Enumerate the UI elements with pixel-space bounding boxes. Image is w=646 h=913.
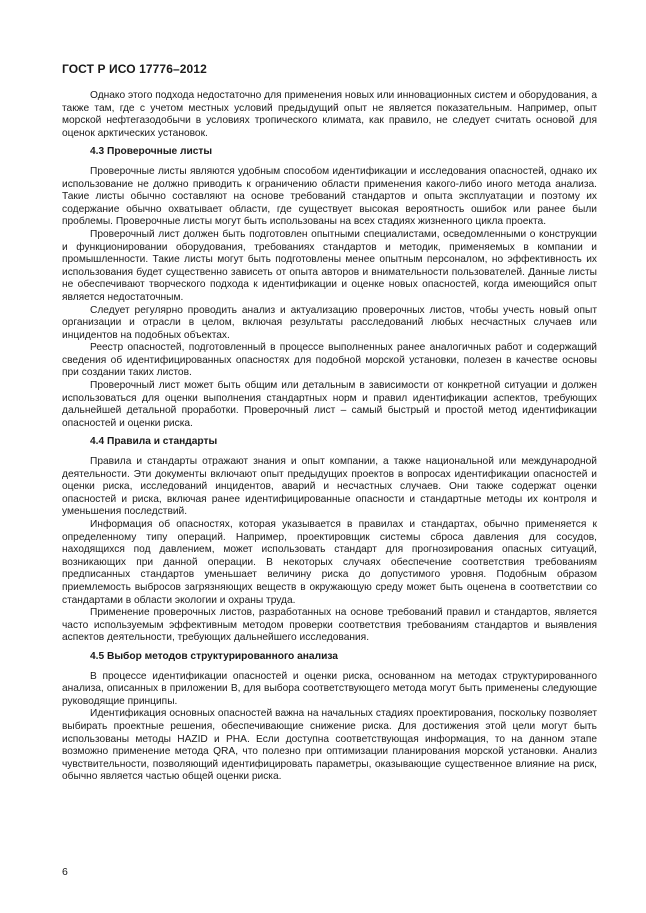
section-heading-4-4: 4.4 Правила и стандарты	[90, 436, 218, 448]
paragraph: Правила и стандарты отражают знания и опыт компании, а также национальной или международной деятельности. Эти документы включают опыт предыдущих проектов в вопросах идентификации опасностей и оценки риска, исследований инцидентов, аварий и несчастных случаев. Они также содержат оценки опасностей и риска, включая ранее идентифицированные опасности и стандартные методы их контроля и уменьшения последствий.	[62, 456, 597, 518]
paragraph: Применение проверочных листов, разработанных на основе требований правил и стандартов, является часто используемым эффективным методом проверки соответствия требованиям стандартов и выявления аспектов деятельности, требующих дальнейшего исследования.	[62, 607, 597, 644]
page-number: 6	[62, 866, 68, 878]
paragraph: Реестр опасностей, подготовленный в процессе выполненных ранее аналогичных работ и содержащий сведения об идентифицированных опасностях для подобной морской установки, полезен в качестве основы при создании таких листов.	[62, 342, 597, 379]
paragraph: Проверочный лист может быть общим или детальным в зависимости от конкретной ситуации и должен использоваться для оценки выполнения стандартных норм и правил идентификации аспектов, требующих дальнейшей детальной проработки. Проверочный лист – самый быстрый и простой метод идентификации опасностей и оценки риска.	[62, 380, 597, 429]
document-header: ГОСТ Р ИСО 17776–2012	[62, 62, 207, 76]
paragraph: Однако этого подхода недостаточно для применения новых или инновационных систем и оборудования, а также там, где с учетом местных условий предыдущий опыт не является показательным. Например, опыт морской нефтегазодобычи в условиях тропического климата, как правило, не следует считать основой для оценок арктических установок.	[62, 90, 597, 139]
paragraph: Идентификация основных опасностей важна на начальных стадиях проектирования, поскольку позволяет выбирать проектные решения, обеспечивающие снижение риска. Для достижения этой цели могут быть использованы методы HAZID и PHA. Если доступна соответствующая информация, то на данном этапе возможно применение метода QRA, что полезно при оптимизации планирования морской установки. Анализ чувствительности, позволяющий идентифицировать параметры, оказывающие существенное влияние на риск, обычно является частью общей оценки риска.	[62, 708, 597, 783]
section-heading-4-3: 4.3 Проверочные листы	[90, 146, 213, 158]
paragraph: Проверочный лист должен быть подготовлен опытными специалистами, осведомленными о конструкции и функционировании оборудования, требованиях стандартов и методик, применяемых в компании и промышленности. Такие листы могут быть подготовлены менее опытным персоналом, но эффективность их использования будет существенно зависеть от опыта авторов и внимательности пользователей. Данные листы не обеспечивают творческого подхода к идентификации и оценке новых опасностей, когда имеющийся опыт является недостаточным.	[62, 228, 597, 303]
document-body	[62, 90, 597, 784]
paragraph: Информация об опасностях, которая указывается в правилах и стандартах, обычно применяется к определенному типу операций. Например, проектировщик системы сброса давления для сосудов, находящихся под давлением, может использовать стандарт для прогнозирования опасных ситуаций, возникающих при данной операции. В некоторых случаях обеспечение соответствия требованиям предписанных стандартов уменьшает величину риска до допустимого уровня. Подобным образом приемлемость выбросов загрязняющих веществ в окружающую среду может быть оценена в соответствии со стандартами в области экологии и охраны труда.	[62, 519, 597, 606]
paragraph: В процессе идентификации опасностей и оценки риска, основанном на методах структурированного анализа, описанных в приложении В, для выбора соответствующего метода могут быть применены следующие руководящие принципы.	[62, 670, 597, 707]
paragraph: Следует регулярно проводить анализ и актуализацию проверочных листов, чтобы учесть новый опыт организации и отрасли в целом, включая результаты расследований любых несчастных случаев или инцидентов на подобных объектах.	[62, 304, 597, 341]
paragraph: Проверочные листы являются удобным способом идентификации и исследования опасностей, однако их использование не должно приводить к ограничению области применения какого-либо иного метода анализа. Такие листы обычно составляют на основе требований стандартов и опыта эксплуатации и поэтому их содержание обычно охватывает области, где существует высокая вероятность ошибок или ранее были проблемы. Проверочные листы могут быть использованы на всех стадиях жизненного цикла проекта.	[62, 165, 597, 228]
section-heading-4-5: 4.5 Выбор методов структурированного анализа	[90, 650, 338, 662]
